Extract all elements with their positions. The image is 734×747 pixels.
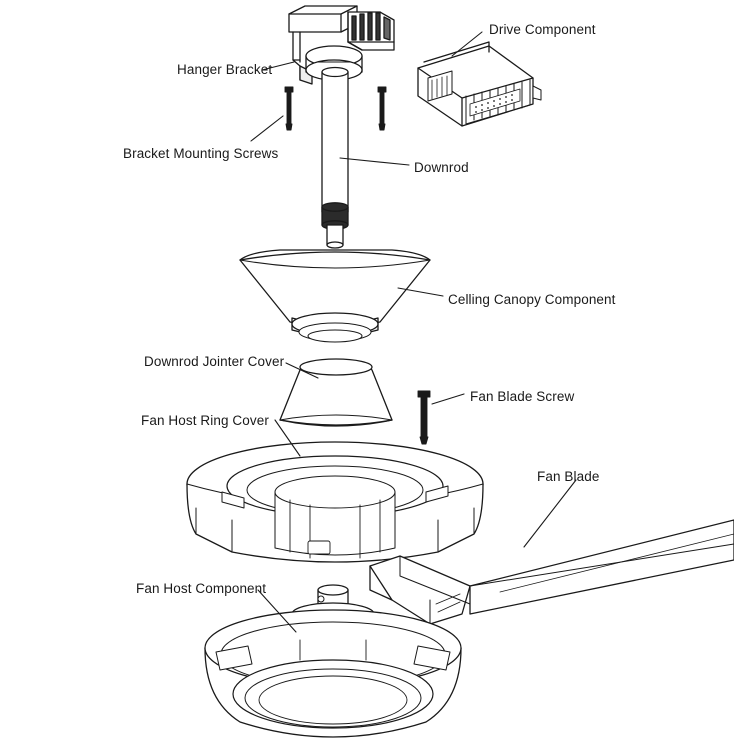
ceiling-canopy-component-part	[240, 250, 430, 342]
label-fan-blade-screw: Fan Blade Screw	[470, 389, 575, 404]
label-downrod-jointer-cover: Downrod Jointer Cover	[144, 354, 285, 369]
label-bracket-mounting-screws: Bracket Mounting Screws	[123, 146, 279, 161]
drive-component-part	[418, 42, 541, 126]
label-ceiling-canopy-component: Celling Canopy Component	[448, 292, 616, 307]
downrod-jointer-cover-part	[280, 359, 392, 426]
label-fan-host-component: Fan Host Component	[136, 581, 267, 596]
label-hanger-bracket: Hanger Bracket	[177, 62, 273, 77]
fan-blade-screw-part	[418, 391, 430, 444]
label-fan-host-ring-cover: Fan Host Ring Cover	[141, 413, 269, 428]
label-drive-component: Drive Component	[489, 22, 596, 37]
fan-host-ring-cover-part	[187, 442, 483, 562]
label-downrod: Downrod	[414, 160, 469, 175]
label-fan-blade: Fan Blade	[537, 469, 600, 484]
downrod-part	[322, 68, 348, 249]
